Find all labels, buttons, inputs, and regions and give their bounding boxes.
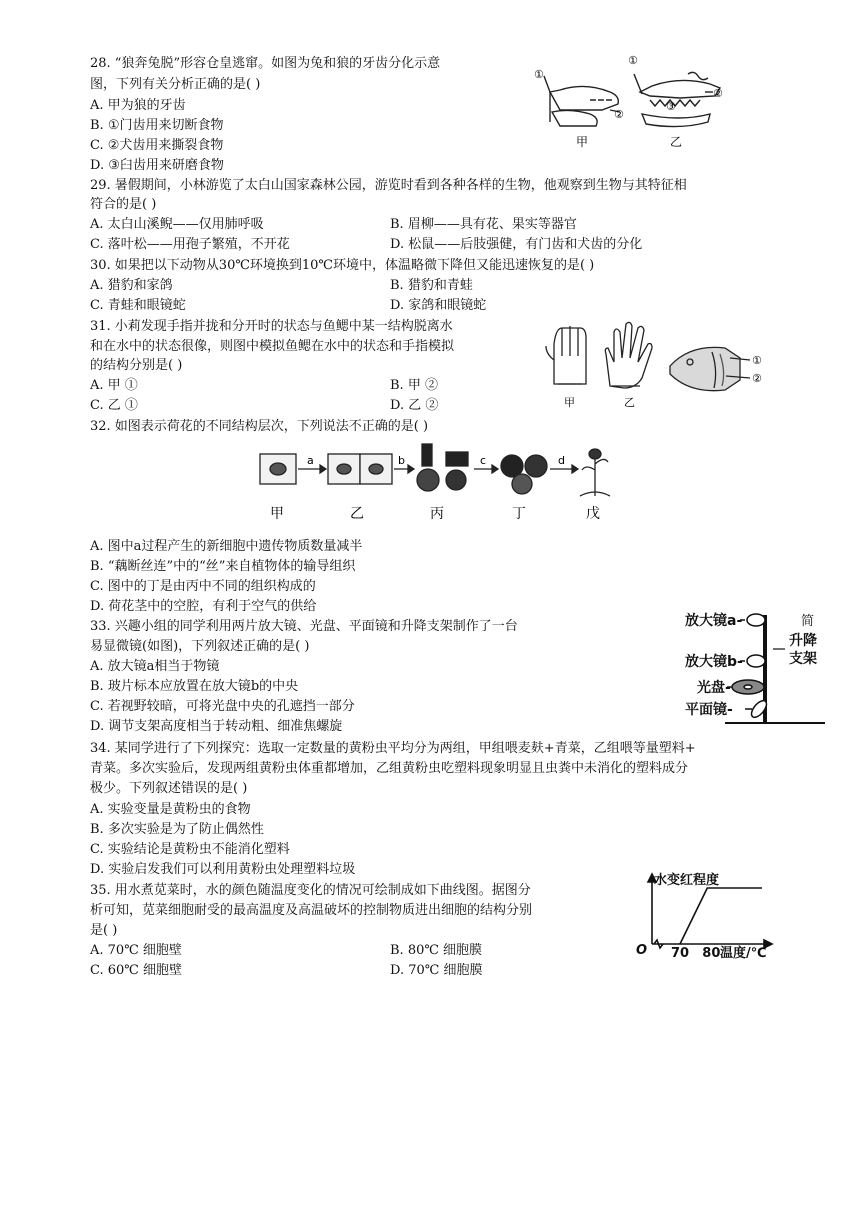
q32-arrow-b-label: b [398, 454, 405, 467]
q31-stem-line2: 和在水中的状态很像，则图中模拟鱼鳃在水中的状态和手指模拟 [90, 339, 455, 354]
chart-origin-label: O [636, 943, 648, 958]
q32-label-yi: 乙 [350, 506, 364, 522]
chart-y-axis-label: 水变红程度 [654, 873, 720, 888]
q33-label-stand-2: 支架 [789, 651, 817, 667]
q33-option-b: B. 玻片标本应放置在放大镜b的中央 [90, 679, 299, 694]
q30-option-a: A. 猎豹和家鸽 [90, 278, 173, 293]
q34-option-d: D. 实验启发我们可以利用黄粉虫处理塑料垃圾 [90, 862, 356, 877]
q34-stem-line2: 青菜。多次实验后，发现两组黄粉虫体重都增加，乙组黄粉虫吃塑料现象明显且虫粪中未消化的塑料成分 [90, 761, 689, 776]
q33-option-d: D. 调节支架高度相当于转动粗、细准焦螺旋 [90, 719, 343, 734]
q30-option-c: C. 青蛙和眼镜蛇 [90, 298, 186, 313]
q28-option-b: B. ①门齿用来切断食物 [90, 118, 224, 133]
q31-stem-line3: 的结构分别是( ) [90, 358, 183, 373]
q31-marker-1: ① [752, 354, 762, 367]
q35-line-chart [632, 866, 782, 961]
q28-marker-2-jia: ② [614, 108, 624, 121]
q32-arrow-d-label: d [558, 454, 565, 467]
q35-stem-line2: 析可知，苋菜细胞耐受的最高温度及高温破坏的控制物质进出细胞的结构分别 [90, 903, 533, 918]
q28-label-yi: 乙 [670, 135, 683, 149]
chart-x-axis-label: 温度/℃ [720, 946, 767, 961]
q28-marker-1-jia: ① [534, 68, 544, 81]
q35-option-b: B. 80℃ 细胞膜 [390, 943, 483, 958]
q29-option-d: D. 松鼠——后肢强健，有门齿和犬齿的分化 [390, 237, 643, 252]
q28-marker-2-yi: ② [713, 87, 723, 100]
q31-label-jia: 甲 [564, 396, 575, 409]
q32-arrow-a-label: a [307, 454, 314, 467]
q33-option-c: C. 若视野较暗，可将光盘中央的孔遮挡一部分 [90, 699, 355, 714]
q31-label-yi: 乙 [624, 396, 635, 409]
q28-option-c: C. ②犬齿用来撕裂食物 [90, 138, 224, 153]
q34-stem-line3: 极少。下列叙述错误的是( ) [90, 781, 248, 796]
chart-x-tick-80: 80 [702, 946, 721, 961]
q28-marker-1-yi: ① [628, 54, 638, 67]
q33-stem-tail-char: 简 [801, 614, 815, 629]
q28-stem-line1: 28. “狼奔兔脱”形容仓皇逃窜。如图为兔和狼的牙齿分化示意 [90, 56, 441, 71]
q29-stem-line2: 符合的是( ) [90, 197, 157, 212]
q32-stem-line1: 32. 如图表示荷花的不同结构层次，下列说法不正确的是( ) [90, 419, 429, 434]
q34-option-a: A. 实验变量是黄粉虫的食物 [90, 802, 251, 817]
chart-series-line [680, 888, 762, 944]
q32-arrow-c-label: c [480, 454, 487, 467]
chart-x-tick-70: 70 [670, 946, 690, 961]
q33-label-disc: 光盘- [697, 680, 731, 696]
q32-option-d: D. 荷花茎中的空腔，有利于空气的供给 [90, 599, 317, 614]
q28-option-d: D. ③臼齿用来研磨食物 [90, 158, 224, 173]
q33-label-mirror: 平面镜- [685, 702, 733, 718]
q34-option-c: C. 实验结论是黄粉虫不能消化塑料 [90, 842, 290, 857]
q33-microscope-figure [585, 605, 830, 730]
q28-marker-3-yi: ③ [666, 100, 676, 113]
q31-marker-2: ② [752, 372, 762, 385]
q28-option-a: A. 甲为狼的牙齿 [90, 98, 186, 113]
q32-label-bing: 丙 [430, 506, 444, 522]
q31-hands-gill-figure [540, 314, 780, 414]
q30-option-d: D. 家鸽和眼镜蛇 [390, 298, 487, 313]
q35-option-c: C. 60℃ 细胞壁 [90, 963, 182, 978]
q32-option-a: A. 图中a过程产生的新细胞中遗传物质数量减半 [90, 539, 363, 554]
q31-option-a: A. 甲 ① [90, 378, 138, 393]
q32-structure-levels-figure [250, 440, 630, 530]
q34-stem-line1: 34. 某同学进行了下列探究：选取一定数量的黄粉虫平均分为两组，甲组喂麦麸+青菜，乙组喂等量塑料+ [90, 741, 696, 756]
q33-label-lens-b: 放大镜b- [685, 654, 743, 670]
q31-option-d: D. 乙 ② [390, 398, 439, 413]
q33-option-a: A. 放大镜a相当于物镜 [90, 659, 220, 674]
q28-stem-line2: 图，下列有关分析正确的是( ) [90, 77, 261, 92]
q29-stem-line1: 29. 暑假期间，小林游览了太白山国家森林公园，游览时看到各种各样的生物，他观察到生物与其特征相 [90, 178, 687, 193]
q33-label-stand-1: 升降 [789, 633, 817, 649]
q32-option-c: C. 图中的丁是由丙中不同的组织构成的 [90, 579, 316, 594]
q33-stem-line2: 易显微镜(如图)，下列叙述正确的是( ) [90, 639, 310, 654]
q33-stem-line1: 33. 兴趣小组的同学利用两片放大镜、光盘、平面镜和升降支架制作了一台 [90, 619, 518, 634]
q28-teeth-figure [530, 52, 750, 152]
q32-label-ding: 丁 [512, 506, 526, 522]
q29-option-a: A. 太白山溪鲵——仅用肺呼吸 [90, 217, 264, 232]
q31-stem-line1: 31. 小莉发现手指并拢和分开时的状态与鱼鳃中某一结构脱离水 [90, 319, 453, 334]
q35-stem-line1: 35. 用水煮苋菜时，水的颜色随温度变化的情况可绘制成如下曲线图。据图分 [90, 883, 531, 898]
q32-label-jia: 甲 [270, 506, 284, 522]
q30-option-b: B. 猎豹和青蛙 [390, 278, 473, 293]
q33-label-lens-a: 放大镜a- [685, 613, 743, 629]
q28-label-jia: 甲 [576, 135, 589, 149]
q29-option-c: C. 落叶松——用孢子繁殖，不开花 [90, 237, 290, 252]
q35-option-a: A. 70℃ 细胞壁 [90, 943, 182, 958]
q35-stem-line3: 是( ) [90, 923, 118, 938]
q32-label-wu: 戊 [586, 506, 600, 522]
q31-option-b: B. 甲 ② [390, 378, 438, 393]
q31-option-c: C. 乙 ① [90, 398, 138, 413]
q32-option-b: B. “藕断丝连”中的“丝”来自植物体的输导组织 [90, 559, 356, 574]
q30-stem-line1: 30. 如果把以下动物从30℃环境换到10℃环境中，体温略微下降但又能迅速恢复的是( ) [90, 258, 595, 273]
q34-option-b: B. 多次实验是为了防止偶然性 [90, 822, 264, 837]
q29-option-b: B. 眉柳——具有花、果实等器官 [390, 217, 577, 232]
q35-option-d: D. 70℃ 细胞膜 [390, 963, 483, 978]
